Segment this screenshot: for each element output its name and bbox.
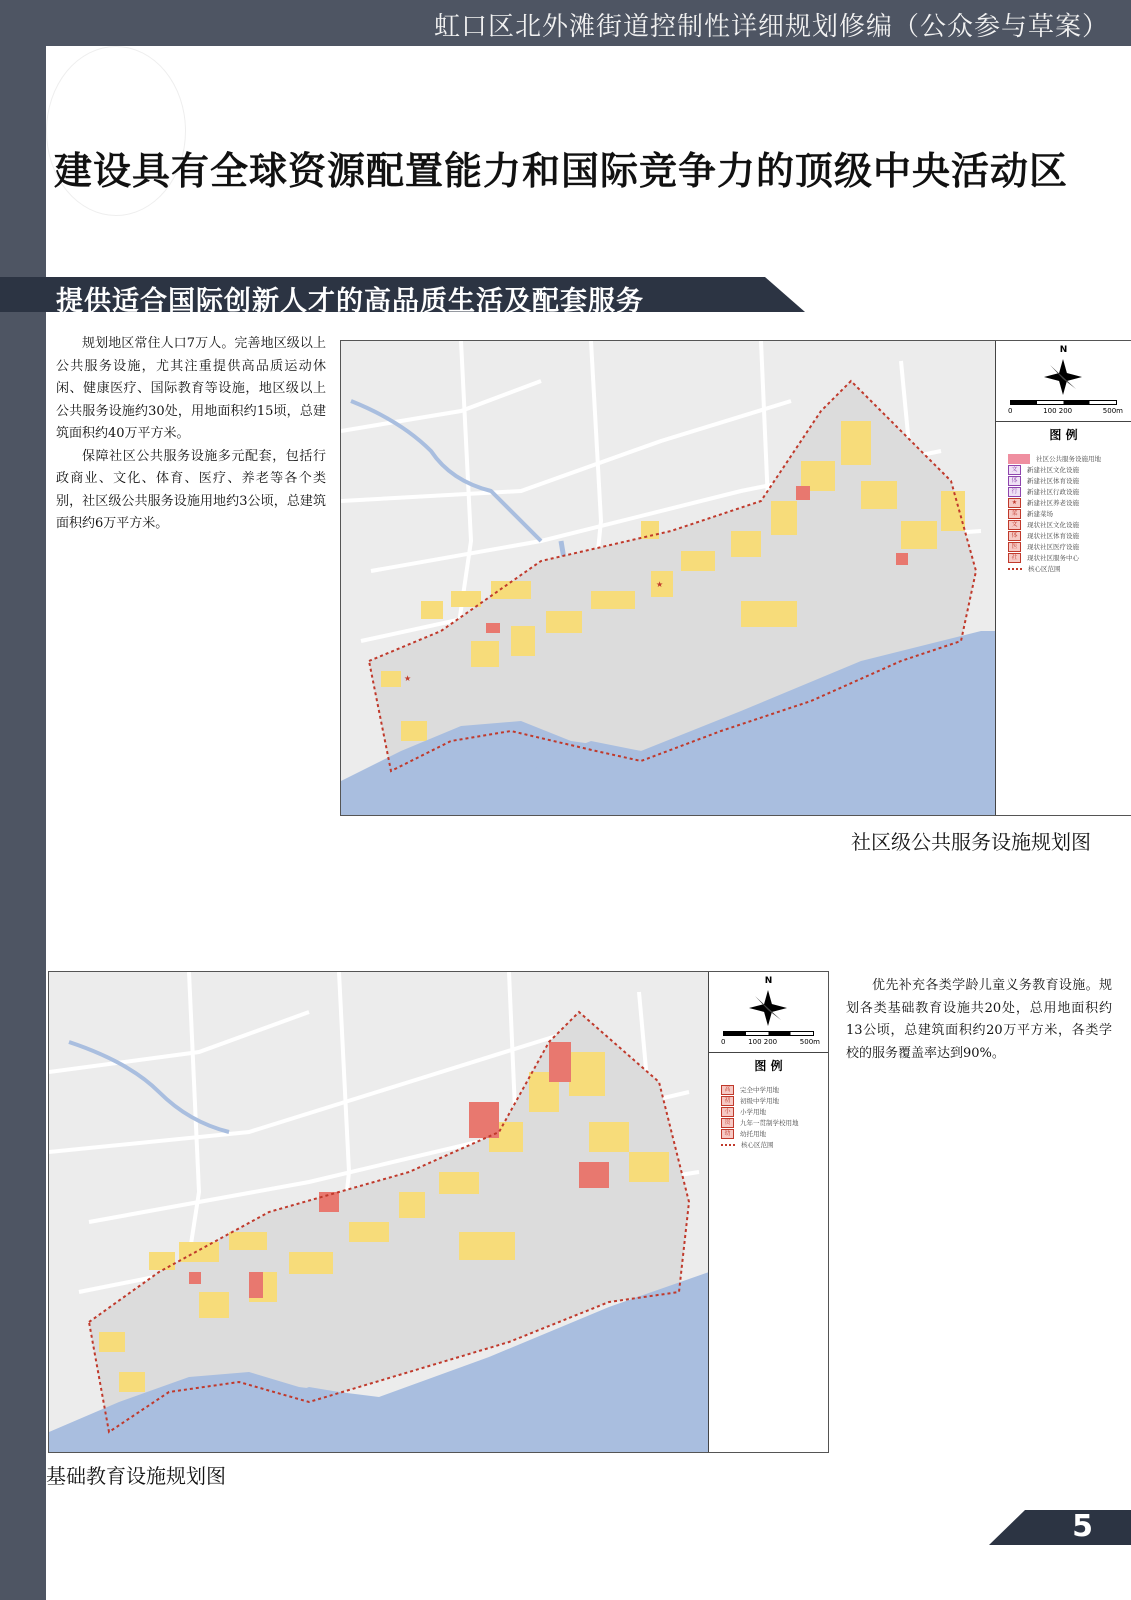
legend-item: 体 新建社区体育设施 bbox=[996, 475, 1131, 486]
legend-culture-icon: 文 bbox=[1008, 465, 1021, 475]
legend-item: 社区公共服务设施用地 bbox=[996, 453, 1131, 464]
left-sidebar-band bbox=[0, 0, 46, 1600]
north-arrow-icon: N bbox=[1059, 345, 1068, 355]
community-services-map-canvas bbox=[341, 341, 996, 815]
wind-rose-icon bbox=[743, 988, 793, 1028]
svg-text:★: ★ bbox=[656, 580, 664, 589]
bottom-map-caption: 基础教育设施规划图 bbox=[46, 1464, 226, 1488]
legend-item: 社 现状社区服务中心 bbox=[996, 552, 1131, 563]
document-header-title: 虹口区北外滩街道控制性详细规划修编（公众参与草案） bbox=[433, 12, 1109, 42]
legend-high-school-icon: 高 bbox=[721, 1085, 734, 1095]
legend-item: 幼 幼托用地 bbox=[709, 1128, 828, 1139]
legend-item: 贯 九年一贯制学校用地 bbox=[709, 1117, 828, 1128]
legend-kindergarten-icon: 幼 bbox=[721, 1129, 734, 1139]
legend-elderly-icon: ★ bbox=[1008, 498, 1021, 508]
education-facilities-map-canvas bbox=[49, 972, 709, 1452]
svg-text:★: ★ bbox=[404, 674, 412, 683]
legend-item: 小 小学用地 bbox=[709, 1106, 828, 1117]
legend-boundary-icon bbox=[721, 1144, 735, 1146]
section-title: 提供适合国际创新人才的高品质生活及配套服务 bbox=[56, 286, 644, 317]
legend-market-icon: 菜 bbox=[1008, 509, 1021, 519]
top-map-compass bbox=[996, 341, 1131, 422]
legend-item: 菜 新建菜场 bbox=[996, 508, 1131, 519]
legend-medical-icon: 医 bbox=[1008, 542, 1021, 552]
education-paragraph-block bbox=[846, 975, 1112, 1065]
bottom-map-compass bbox=[709, 972, 828, 1053]
scale-labels: 0 100 200 500m bbox=[721, 1038, 820, 1046]
legend-item: 文 新建社区文化设施 bbox=[996, 464, 1131, 475]
legend-junior-school-icon: 初 bbox=[721, 1096, 734, 1106]
legend-item: 体 现状社区体育设施 bbox=[996, 530, 1131, 541]
legend-item: 文 现状社区文化设施 bbox=[996, 519, 1131, 530]
scale-bar bbox=[723, 1031, 814, 1036]
legend-item: 核心区范围 bbox=[996, 563, 1131, 574]
page-number-tab bbox=[989, 1510, 1131, 1545]
paragraph-population: 规划地区常住人口7万人。完善地区级以上公共服务设施，尤其注重提供高品质运动休闲、健康医疗、国际教育等设施，地区级以上公共服务设施约30处，用地面积约15顷，总建筑面积约40万平方米。 bbox=[56, 336, 326, 441]
legend-sports-existing-icon: 体 bbox=[1008, 531, 1021, 541]
paragraph-education: 优先补充各类学龄儿童义务教育设施。规划各类基础教育设施共20处，总用地面积约13公顷，总建筑面积约20万平方米，各类学校的服务覆盖率达到90%。 bbox=[846, 978, 1112, 1061]
legend-nine-year-school-icon: 贯 bbox=[721, 1118, 734, 1128]
scale-bar bbox=[1010, 400, 1117, 405]
page-main-title: 建设具有全球资源配置能力和国际竞争力的顶级中央活动区 bbox=[54, 149, 1069, 193]
intro-paragraph-block bbox=[56, 333, 326, 536]
community-services-map bbox=[340, 340, 1131, 816]
wind-rose-icon bbox=[1038, 357, 1088, 397]
top-map-legend-panel bbox=[995, 341, 1131, 815]
legend-item: 核心区范围 bbox=[709, 1139, 828, 1150]
legend-primary-school-icon: 小 bbox=[721, 1107, 734, 1117]
legend-item: 行 新建社区行政设施 bbox=[996, 486, 1131, 497]
legend-item: 医 现状社区医疗设施 bbox=[996, 541, 1131, 552]
legend-service-center-icon: 社 bbox=[1008, 553, 1021, 563]
legend-swatch-icon bbox=[1008, 454, 1030, 464]
bottom-map-legend-title: 图 例 bbox=[754, 1059, 783, 1073]
bottom-map-legend-panel bbox=[708, 972, 828, 1452]
legend-item: 高 完全中学用地 bbox=[709, 1084, 828, 1095]
legend-admin-icon: 行 bbox=[1008, 487, 1021, 497]
north-arrow-icon: N bbox=[764, 976, 773, 986]
top-map-caption: 社区级公共服务设施规划图 bbox=[851, 830, 1091, 854]
legend-culture-existing-icon: 文 bbox=[1008, 520, 1021, 530]
scale-labels: 0 100 200 500m bbox=[1008, 407, 1123, 415]
top-map-legend-title: 图 例 bbox=[1049, 428, 1078, 442]
legend-item: ★ 新建社区养老设施 bbox=[996, 497, 1131, 508]
legend-sports-icon: 体 bbox=[1008, 476, 1021, 486]
education-facilities-map bbox=[48, 971, 829, 1453]
page-number: 5 bbox=[1072, 1509, 1093, 1544]
paragraph-community-services: 保障社区公共服务设施多元配套，包括行政商业、文化、体育、医疗、养老等各个类别，社区级公共服务设施用地约3公顷，总建筑面积约6万平方米。 bbox=[56, 448, 326, 531]
legend-item: 初 初级中学用地 bbox=[709, 1095, 828, 1106]
legend-boundary-icon bbox=[1008, 568, 1022, 570]
